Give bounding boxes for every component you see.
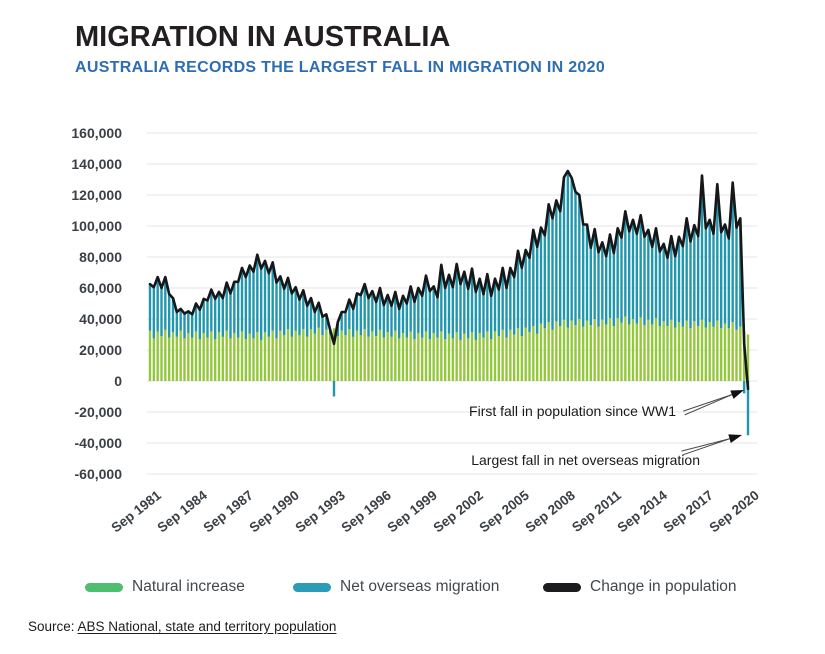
legend-label: Change in population — [590, 578, 737, 595]
net-overseas-migration-swatch-icon — [293, 583, 331, 592]
x-tick-label: Sep 2014 — [614, 487, 670, 536]
legend-item-net-overseas-migration — [293, 578, 499, 596]
legend-item-natural-increase — [85, 578, 245, 596]
x-tick-label: Sep 2002 — [430, 487, 486, 536]
change-in-population-swatch-icon — [543, 583, 581, 592]
y-tick-label: -40,000 — [74, 435, 122, 451]
y-tick-label: 20,000 — [79, 342, 122, 358]
y-tick-label: -60,000 — [74, 466, 122, 482]
annotation-largest-fall: Largest fall in net overseas migration — [471, 452, 700, 468]
x-tick-label: Sep 1984 — [154, 487, 210, 536]
y-tick-label: 0 — [114, 373, 122, 389]
x-tick-label: Sep 1990 — [246, 487, 302, 536]
chart-legend — [0, 578, 825, 602]
x-tick-label: Sep 2008 — [522, 487, 578, 536]
y-tick-label: 80,000 — [79, 249, 122, 265]
x-tick-label: Sep 2011 — [569, 487, 624, 535]
x-tick-label: Sep 1993 — [292, 487, 348, 536]
first-fall-arrow-icon — [683, 390, 744, 415]
y-tick-label: 40,000 — [79, 311, 122, 327]
x-tick-label: Sep 2017 — [660, 487, 716, 536]
y-tick-label: 120,000 — [71, 187, 122, 203]
x-tick-label: Sep 2005 — [476, 487, 532, 536]
net-overseas-migration-bars — [149, 171, 749, 435]
y-tick-label: 60,000 — [79, 280, 122, 296]
source-line — [28, 619, 336, 634]
y-tick-label: 140,000 — [71, 156, 122, 172]
annotation-first-fall: First fall in population since WW1 — [469, 403, 676, 419]
y-tick-label: -20,000 — [74, 404, 122, 420]
x-tick-label: Sep 1996 — [338, 487, 394, 536]
legend-item-change-in-population — [543, 578, 737, 596]
y-tick-label: 160,000 — [71, 125, 122, 141]
x-tick-label: Sep 2020 — [706, 487, 762, 536]
natural-increase-swatch-icon — [85, 583, 123, 592]
chart-header — [75, 22, 605, 76]
legend-label: Natural increase — [132, 578, 245, 595]
y-axis-labels — [71, 125, 122, 482]
x-tick-label: Sep 1999 — [384, 487, 440, 536]
page-subtitle: AUSTRALIA RECORDS THE LARGEST FALL IN MIGRATION IN 2020 — [75, 59, 606, 77]
y-tick-label: 100,000 — [71, 218, 122, 234]
x-axis-labels — [108, 487, 761, 535]
x-tick-label: Sep 1987 — [200, 487, 256, 536]
x-tick-label: Sep 1981 — [108, 487, 164, 536]
page-title: MIGRATION IN AUSTRALIA — [75, 21, 451, 53]
source-link[interactable]: ABS National, state and territory population — [77, 619, 337, 634]
source-prefix: Source: — [28, 619, 78, 634]
legend-label: Net overseas migration — [340, 578, 500, 595]
